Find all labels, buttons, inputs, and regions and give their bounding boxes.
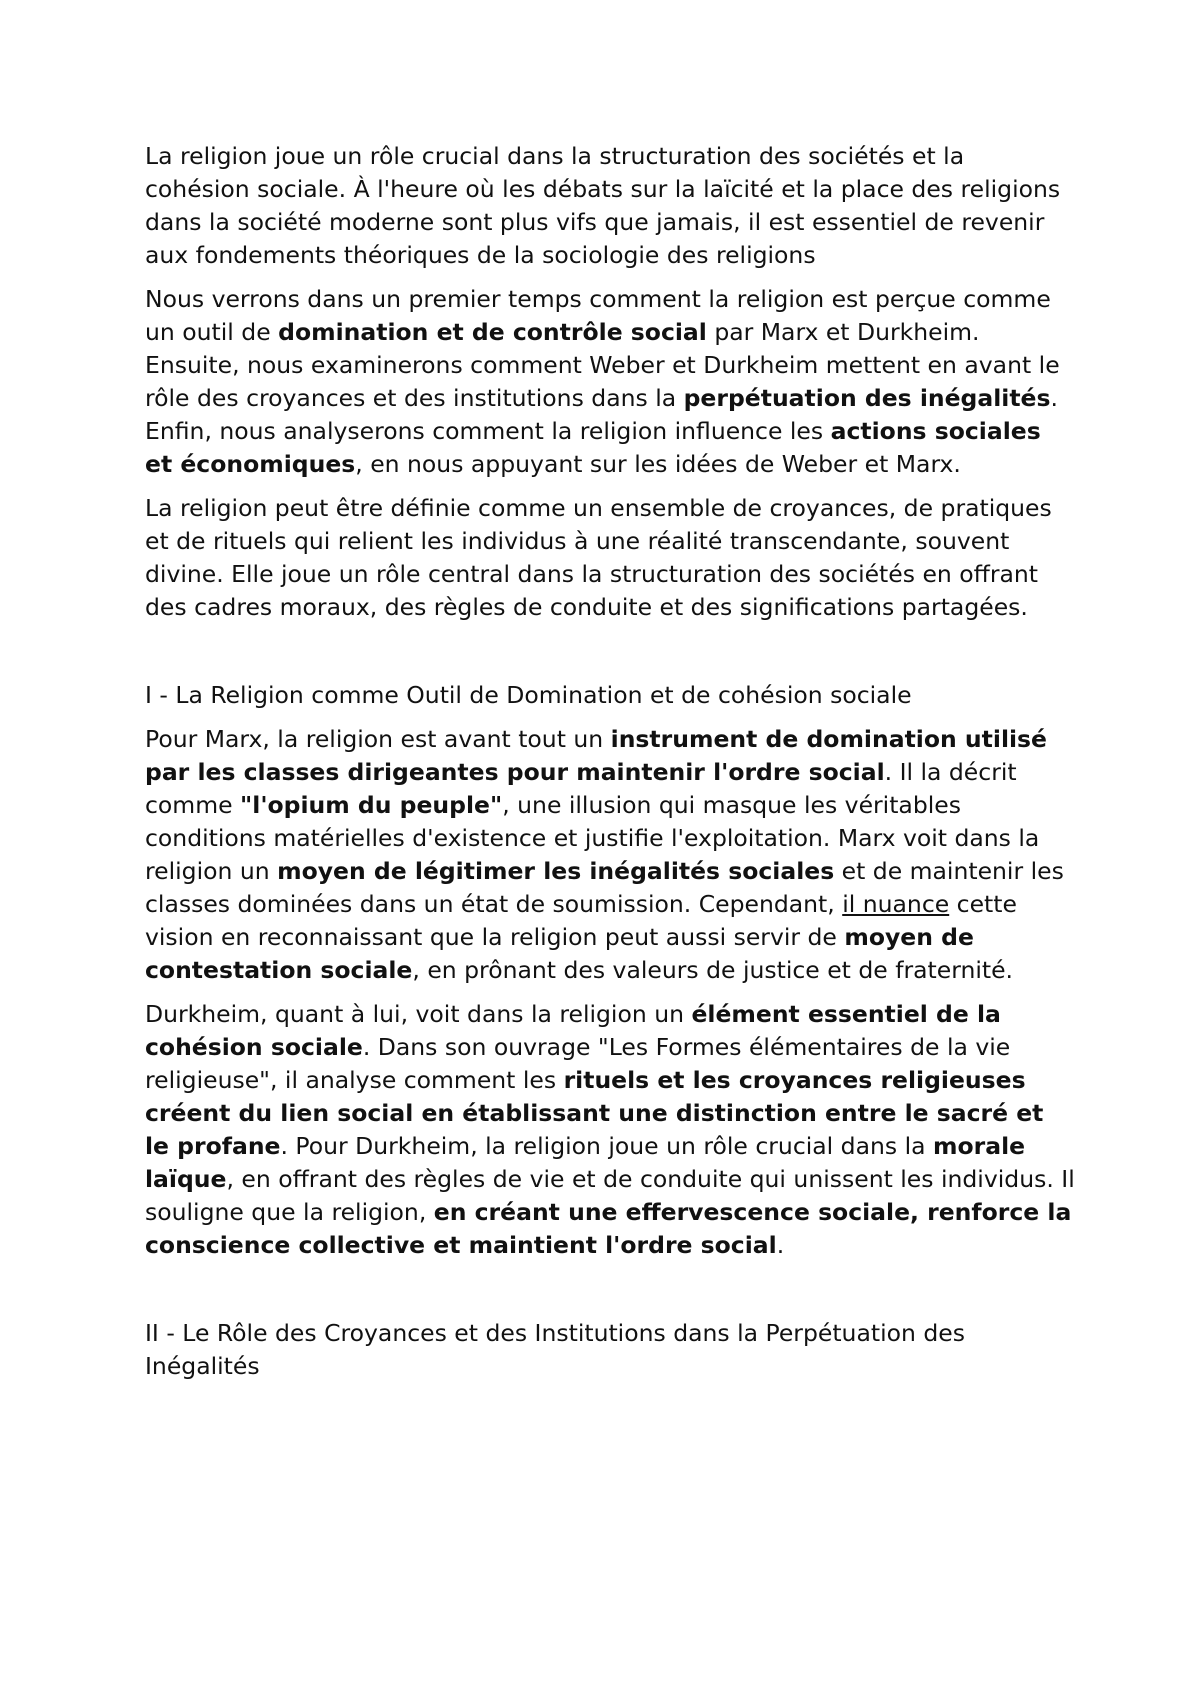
section-2-heading-text: II - Le Rôle des Croyances et des Institutions dans la Perpétuation des Inégalités [145, 1319, 965, 1380]
text-run: , une illusion qui masque les véritables conditions matérielles d'existence et justifie l'exploitation. Marx voit dans la religion un [145, 791, 1040, 885]
bold-run: moyen de contestation sociale [145, 923, 974, 984]
intro-p3-text: La religion peut être définie comme un ensemble de croyances, de pratiques et de rituels qui relient les individus à une réalité transcendante, souvent divine. Elle joue un rôle central dans la structuration des sociétés en offrant des cadres moraux, des règles de conduite et des significations partagées. [145, 494, 1052, 621]
text-run: . Pour Durkheim, la religion joue un rôle crucial dans la [280, 1132, 933, 1160]
text-run: . Dans son ouvrage "Les Formes élémentaires de la vie religieuse", il analyse comment les [145, 1033, 1011, 1094]
section-1-heading-text: I - La Religion comme Outil de Domination et de cohésion sociale [145, 681, 912, 709]
intro-paragraph-2 [145, 283, 1075, 481]
text-run: Nous verrons dans un premier temps comment la religion est perçue comme un outil de [145, 285, 1051, 346]
bold-run: perpétuation des inégalités [683, 384, 1051, 412]
document-page [145, 140, 1075, 1394]
bold-run: moyen de légitimer les inégalités sociales [277, 857, 835, 885]
bold-run: actions sociales et économiques [145, 417, 1041, 478]
section-2-heading [145, 1317, 1075, 1383]
text-run: . [776, 1231, 785, 1259]
bold-run: rituels et les croyances religieuses créent du lien social en établissant une distinction entre le sacré et le profane [145, 1066, 1044, 1160]
underlined-run: il nuance [842, 890, 950, 918]
text-run: . Il la décrit comme [145, 758, 1017, 819]
text-run: , en prônant des valeurs de justice et de fraternité. [412, 956, 1014, 984]
text-run: Pour Marx, la religion est avant tout un [145, 725, 611, 753]
marx-paragraph [145, 723, 1075, 987]
bold-run: élément essentiel de la cohésion sociale [145, 1000, 1001, 1061]
bold-run: domination et de contrôle social [278, 318, 707, 346]
intro-p1-text: La religion joue un rôle crucial dans la structuration des sociétés et la cohésion sociale. À l'heure où les débats sur la laïcité et la place des religions dans la société moderne sont plus vifs que jamais, il est essentiel de revenir aux fondements théoriques de la sociologie des religions [145, 142, 1061, 269]
text-run: , en offrant des règles de vie et de conduite qui unissent les individus. Il souligne que la religion, [145, 1165, 1075, 1226]
bold-run: morale laïque [145, 1132, 1026, 1193]
text-run: Durkheim, quant à lui, voit dans la religion un [145, 1000, 692, 1028]
durkheim-paragraph [145, 998, 1075, 1262]
bold-run: "l'opium du peuple" [240, 791, 503, 819]
text-run: par Marx et Durkheim. Ensuite, nous examinerons comment Weber et Durkheim mettent en avant le rôle des croyances et des institutions dans la [145, 318, 1060, 412]
intro-paragraph-3 [145, 492, 1075, 624]
text-run: cette vision en reconnaissant que la religion peut aussi servir de [145, 890, 1017, 951]
text-run: , en nous appuyant sur les idées de Weber et Marx. [355, 450, 961, 478]
intro-paragraph-1 [145, 140, 1075, 272]
text-run: et de maintenir les classes dominées dans un état de soumission. Cependant, [145, 857, 1064, 918]
section-1-heading [145, 679, 1075, 712]
bold-run: instrument de domination utilisé par les classes dirigeantes pour maintenir l'ordre social [145, 725, 1047, 786]
text-run: . Enfin, nous analyserons comment la religion influence les [145, 384, 1058, 445]
bold-run: en créant une effervescence sociale, renforce la conscience collective et maintient l'ordre social [145, 1198, 1072, 1259]
